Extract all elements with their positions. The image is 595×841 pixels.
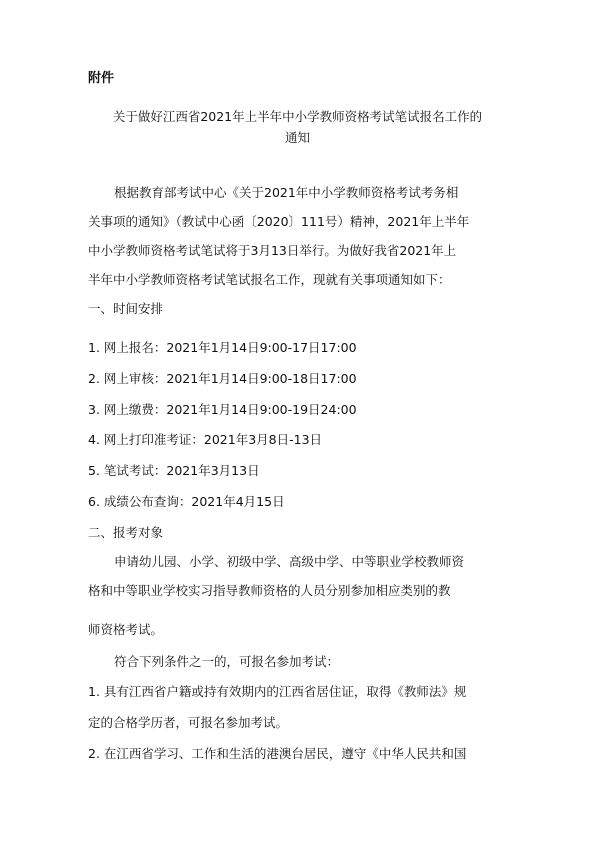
attachment-label: 附件 [88, 71, 115, 86]
condition-line: 1. 具有江西省户籍或持有效期内的江西省居住证，取得《教师法》规 [88, 684, 467, 699]
intro-line: 半年中小学教师资格考试笔试报名工作，现就有关事项通知如下： [88, 272, 451, 287]
intro-line: 根据教育部考试中心《关于2021年中小学教师资格考试考务相 [114, 185, 459, 200]
intro-line: 中小学教师资格考试笔试将于3月13日举行。为做好我省2021年上 [88, 243, 457, 258]
notice-title-line-2: 通知 [284, 130, 310, 145]
target-line: 师资格考试。 [88, 622, 164, 637]
condition-line: 定的合格学历者，可报名参加考试。 [88, 715, 289, 730]
condition-line: 2. 在江西省学习、工作和生活的港澳台居民，遵守《中华人民共和国 [88, 746, 467, 761]
schedule-item: 1. 网上报名：2021年1月14日9:00-17日17:00 [88, 340, 357, 355]
schedule-item: 2. 网上审核：2021年1月14日9:00-18日17:00 [88, 371, 357, 386]
schedule-item: 3. 网上缴费：2021年1月14日9:00-19日24:00 [88, 402, 357, 417]
schedule-item: 5. 笔试考试：2021年3月13日 [88, 463, 260, 478]
section-heading-target: 二、报考对象 [88, 525, 164, 540]
schedule-item: 6. 成绩公布查询：2021年4月15日 [88, 494, 285, 509]
target-line: 格和中等职业学校实习指导教师资格的人员分别参加相应类别的教 [88, 583, 451, 598]
conditions-intro: 符合下列条件之一的，可报名参加考试： [114, 654, 340, 669]
intro-line: 关事项的通知》（教试中心函〔2020〕111号）精神，2021年上半年 [88, 214, 470, 229]
notice-title-line-1: 关于做好江西省2021年上半年中小学教师资格考试笔试报名工作的 [112, 109, 483, 124]
target-line: 申请幼儿园、小学、初级中学、高级中学、中等职业学校教师资 [114, 554, 465, 569]
schedule-item: 4. 网上打印准考证：2021年3月8日-13日 [88, 432, 323, 447]
section-heading-schedule: 一、时间安排 [88, 301, 164, 316]
